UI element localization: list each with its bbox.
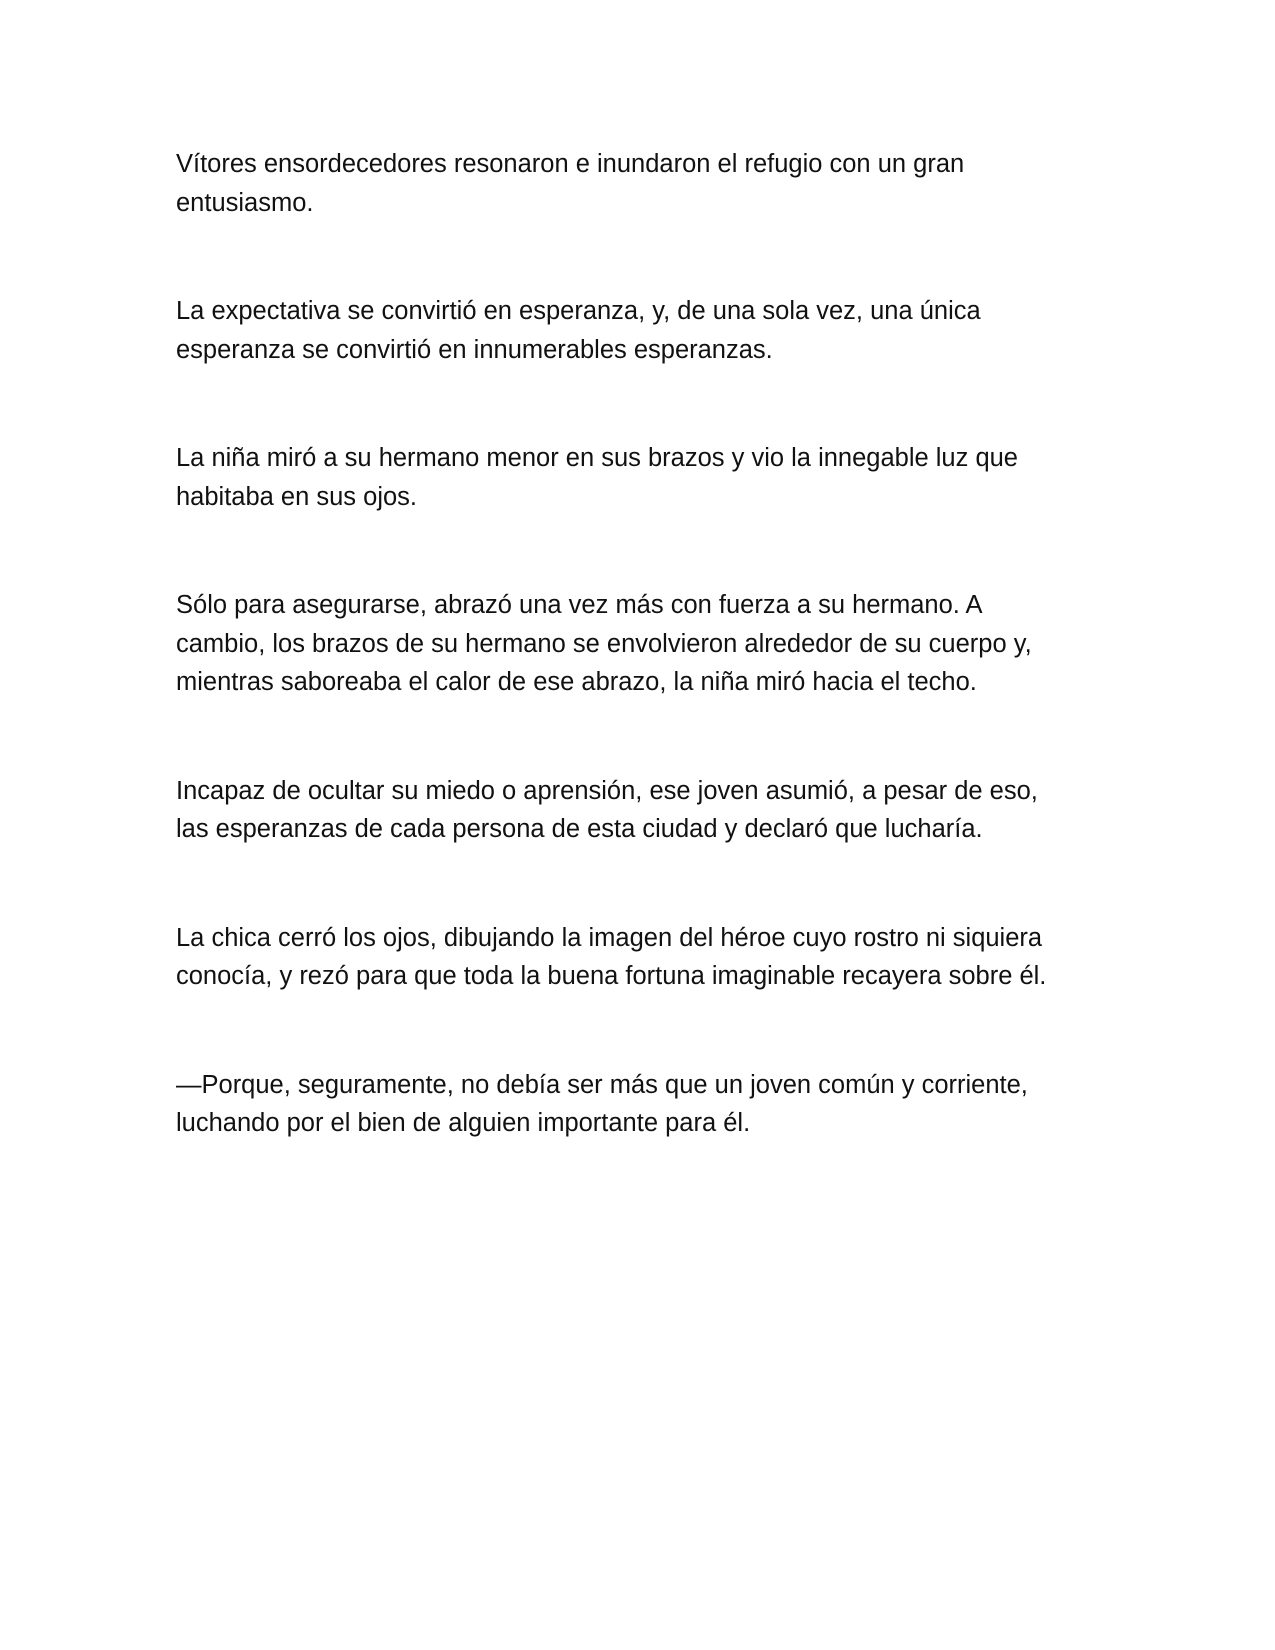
- paragraph-4: Sólo para asegurarse, abrazó una vez más con fuerza a su hermano. A cambio, los brazos de su hermano se envolvieron alrededor de su cuerpo y, mientras saboreaba el calor de ese abrazo, la niña miró hacia el techo.: [176, 591, 1032, 696]
- paragraph-1: Vítores ensordecedores resonaron e inundaron el refugio con un gran entusiasmo.: [176, 150, 965, 217]
- paragraph-6: La chica cerró los ojos, dibujando la imagen del héroe cuyo rostro ni siquiera conocía, y rezó para que toda la buena fortuna imaginable recayera sobre él.: [176, 923, 1047, 990]
- text-body: [176, 145, 1106, 1143]
- paragraph-5: Incapaz de ocultar su miedo o aprensión, ese joven asumió, a pesar de eso, las esperanzas de cada persona de esta ciudad y declaró que lucharía.: [176, 776, 1038, 843]
- paragraph-2: La expectativa se convirtió en esperanza, y, de una sola vez, una única esperanza se convirtió en innumerables esperanzas.: [176, 297, 981, 364]
- paragraph-3: La niña miró a su hermano menor en sus brazos y vio la innegable luz que habitaba en sus ojos.: [176, 444, 1018, 511]
- paragraph-7: —Porque, seguramente, no debía ser más que un joven común y corriente, luchando por el bien de alguien importante para él.: [176, 1070, 1028, 1137]
